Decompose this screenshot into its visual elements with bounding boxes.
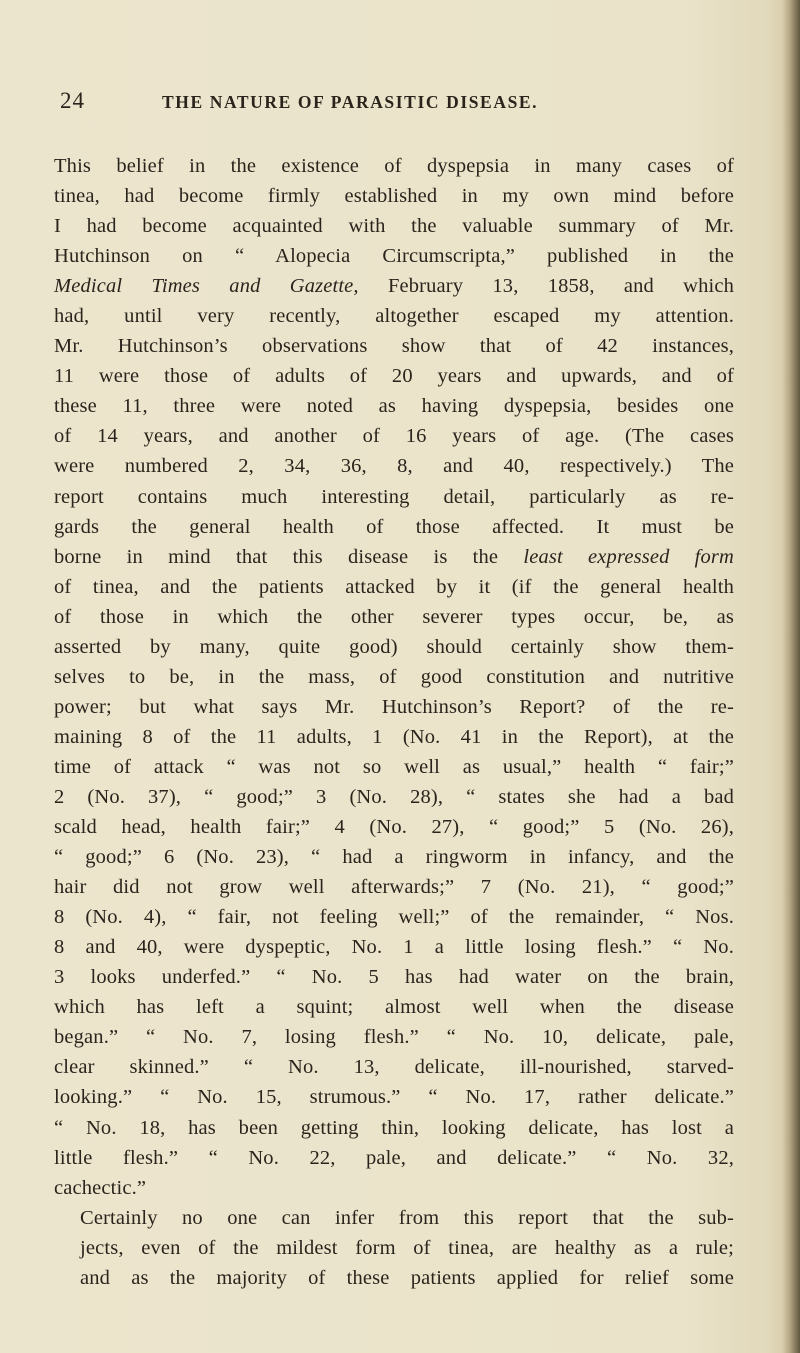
text-line: 3 looks underfed.” “ No. 5 has had water on the brain, xyxy=(54,966,734,989)
text-line: time of attack “ was not so well as usual,” health “ fair;” xyxy=(54,755,734,778)
text-line: clear skinned.” “ No. 13, delicate, ill-nourished, starved- xyxy=(54,1056,734,1079)
text-line: which has left a squint; almost well when the disease xyxy=(54,996,734,1019)
text-line: 8 and 40, were dyspeptic, No. 1 a little losing flesh.” “ No. xyxy=(54,936,734,959)
text-line: little flesh.” “ No. 22, pale, and delicate.” “ No. 32, xyxy=(54,1146,734,1169)
text-line: of those in which the other severer types occur, be, as xyxy=(54,605,734,628)
text-line: Certainly no one can infer from this report that the sub- xyxy=(80,1206,734,1229)
text-line: began.” “ No. 7, losing flesh.” “ No. 10, delicate, pale, xyxy=(54,1026,734,1049)
text-line: I had become acquainted with the valuable summary of Mr. xyxy=(54,215,734,238)
text-line: Hutchinson on “ Alopecia Circumscripta,” published in the xyxy=(54,245,734,268)
text-line: borne in mind that this disease is the least expressed form xyxy=(54,545,735,568)
text-line: Mr. Hutchinson’s observations show that of 42 instances, xyxy=(54,335,734,358)
text-line: and as the majority of these patients applied for relief some xyxy=(80,1266,734,1289)
text-line: 2 (No. 37), “ good;” 3 (No. 28), “ states she had a bad xyxy=(54,785,734,808)
text-line: looking.” “ No. 15, strumous.” “ No. 17, rather delicate.” xyxy=(54,1086,734,1109)
text-line: of 14 years, and another of 16 years of age. (The cases xyxy=(54,425,734,448)
page-binding-edge xyxy=(782,0,800,1353)
text-line: “ good;” 6 (No. 23), “ had a ringworm in infancy, and the xyxy=(54,846,734,869)
text-line: of tinea, and the patients attacked by it (if the general health xyxy=(54,575,734,598)
text-line: were numbered 2, 34, 36, 8, and 40, respectively.) The xyxy=(54,455,734,478)
page-header xyxy=(60,88,720,120)
text-line: tinea, had become firmly established in my own mind before xyxy=(54,185,734,208)
text-line: had, until very recently, altogether escaped my attention. xyxy=(54,305,734,328)
running-head: THE NATURE OF PARASITIC DISEASE. xyxy=(162,92,539,112)
text-line: hair did not grow well afterwards;” 7 (No. 21), “ good;” xyxy=(54,876,734,899)
text-line: these 11, three were noted as having dyspepsia, besides one xyxy=(54,395,734,418)
text-line: This belief in the existence of dyspepsia in many cases of xyxy=(54,155,734,177)
text-line: scald head, health fair;” 4 (No. 27), “ good;” 5 (No. 26), xyxy=(54,816,734,839)
text-line: jects, even of the mildest form of tinea, are healthy as a rule; xyxy=(80,1236,734,1259)
text-line: 11 were those of adults of 20 years and upwards, and of xyxy=(54,365,734,388)
text-line: power; but what says Mr. Hutchinson’s Report? of the re- xyxy=(54,695,734,718)
text-line: report contains much interesting detail, particularly as re- xyxy=(54,485,734,508)
text-line: cachectic.” xyxy=(54,1176,147,1199)
text-line: asserted by many, quite good) should certainly show them- xyxy=(54,635,734,658)
body-text xyxy=(54,151,734,1293)
paragraph-2 xyxy=(54,1203,734,1293)
text-line: selves to be, in the mass, of good constitution and nutritive xyxy=(54,665,734,688)
text-line: maining 8 of the 11 adults, 1 (No. 41 in the Report), at the xyxy=(54,725,734,748)
paragraph-1 xyxy=(54,151,734,1203)
page-number: 24 xyxy=(60,88,85,113)
text-line: Medical Times and Gazette, February 13, 1858, and which xyxy=(54,275,734,298)
text-line: “ No. 18, has been getting thin, looking delicate, has lost a xyxy=(54,1116,734,1139)
text-line: gards the general health of those affected. It must be xyxy=(54,515,734,538)
text-line: 8 (No. 4), “ fair, not feeling well;” of the remainder, “ Nos. xyxy=(54,906,734,929)
